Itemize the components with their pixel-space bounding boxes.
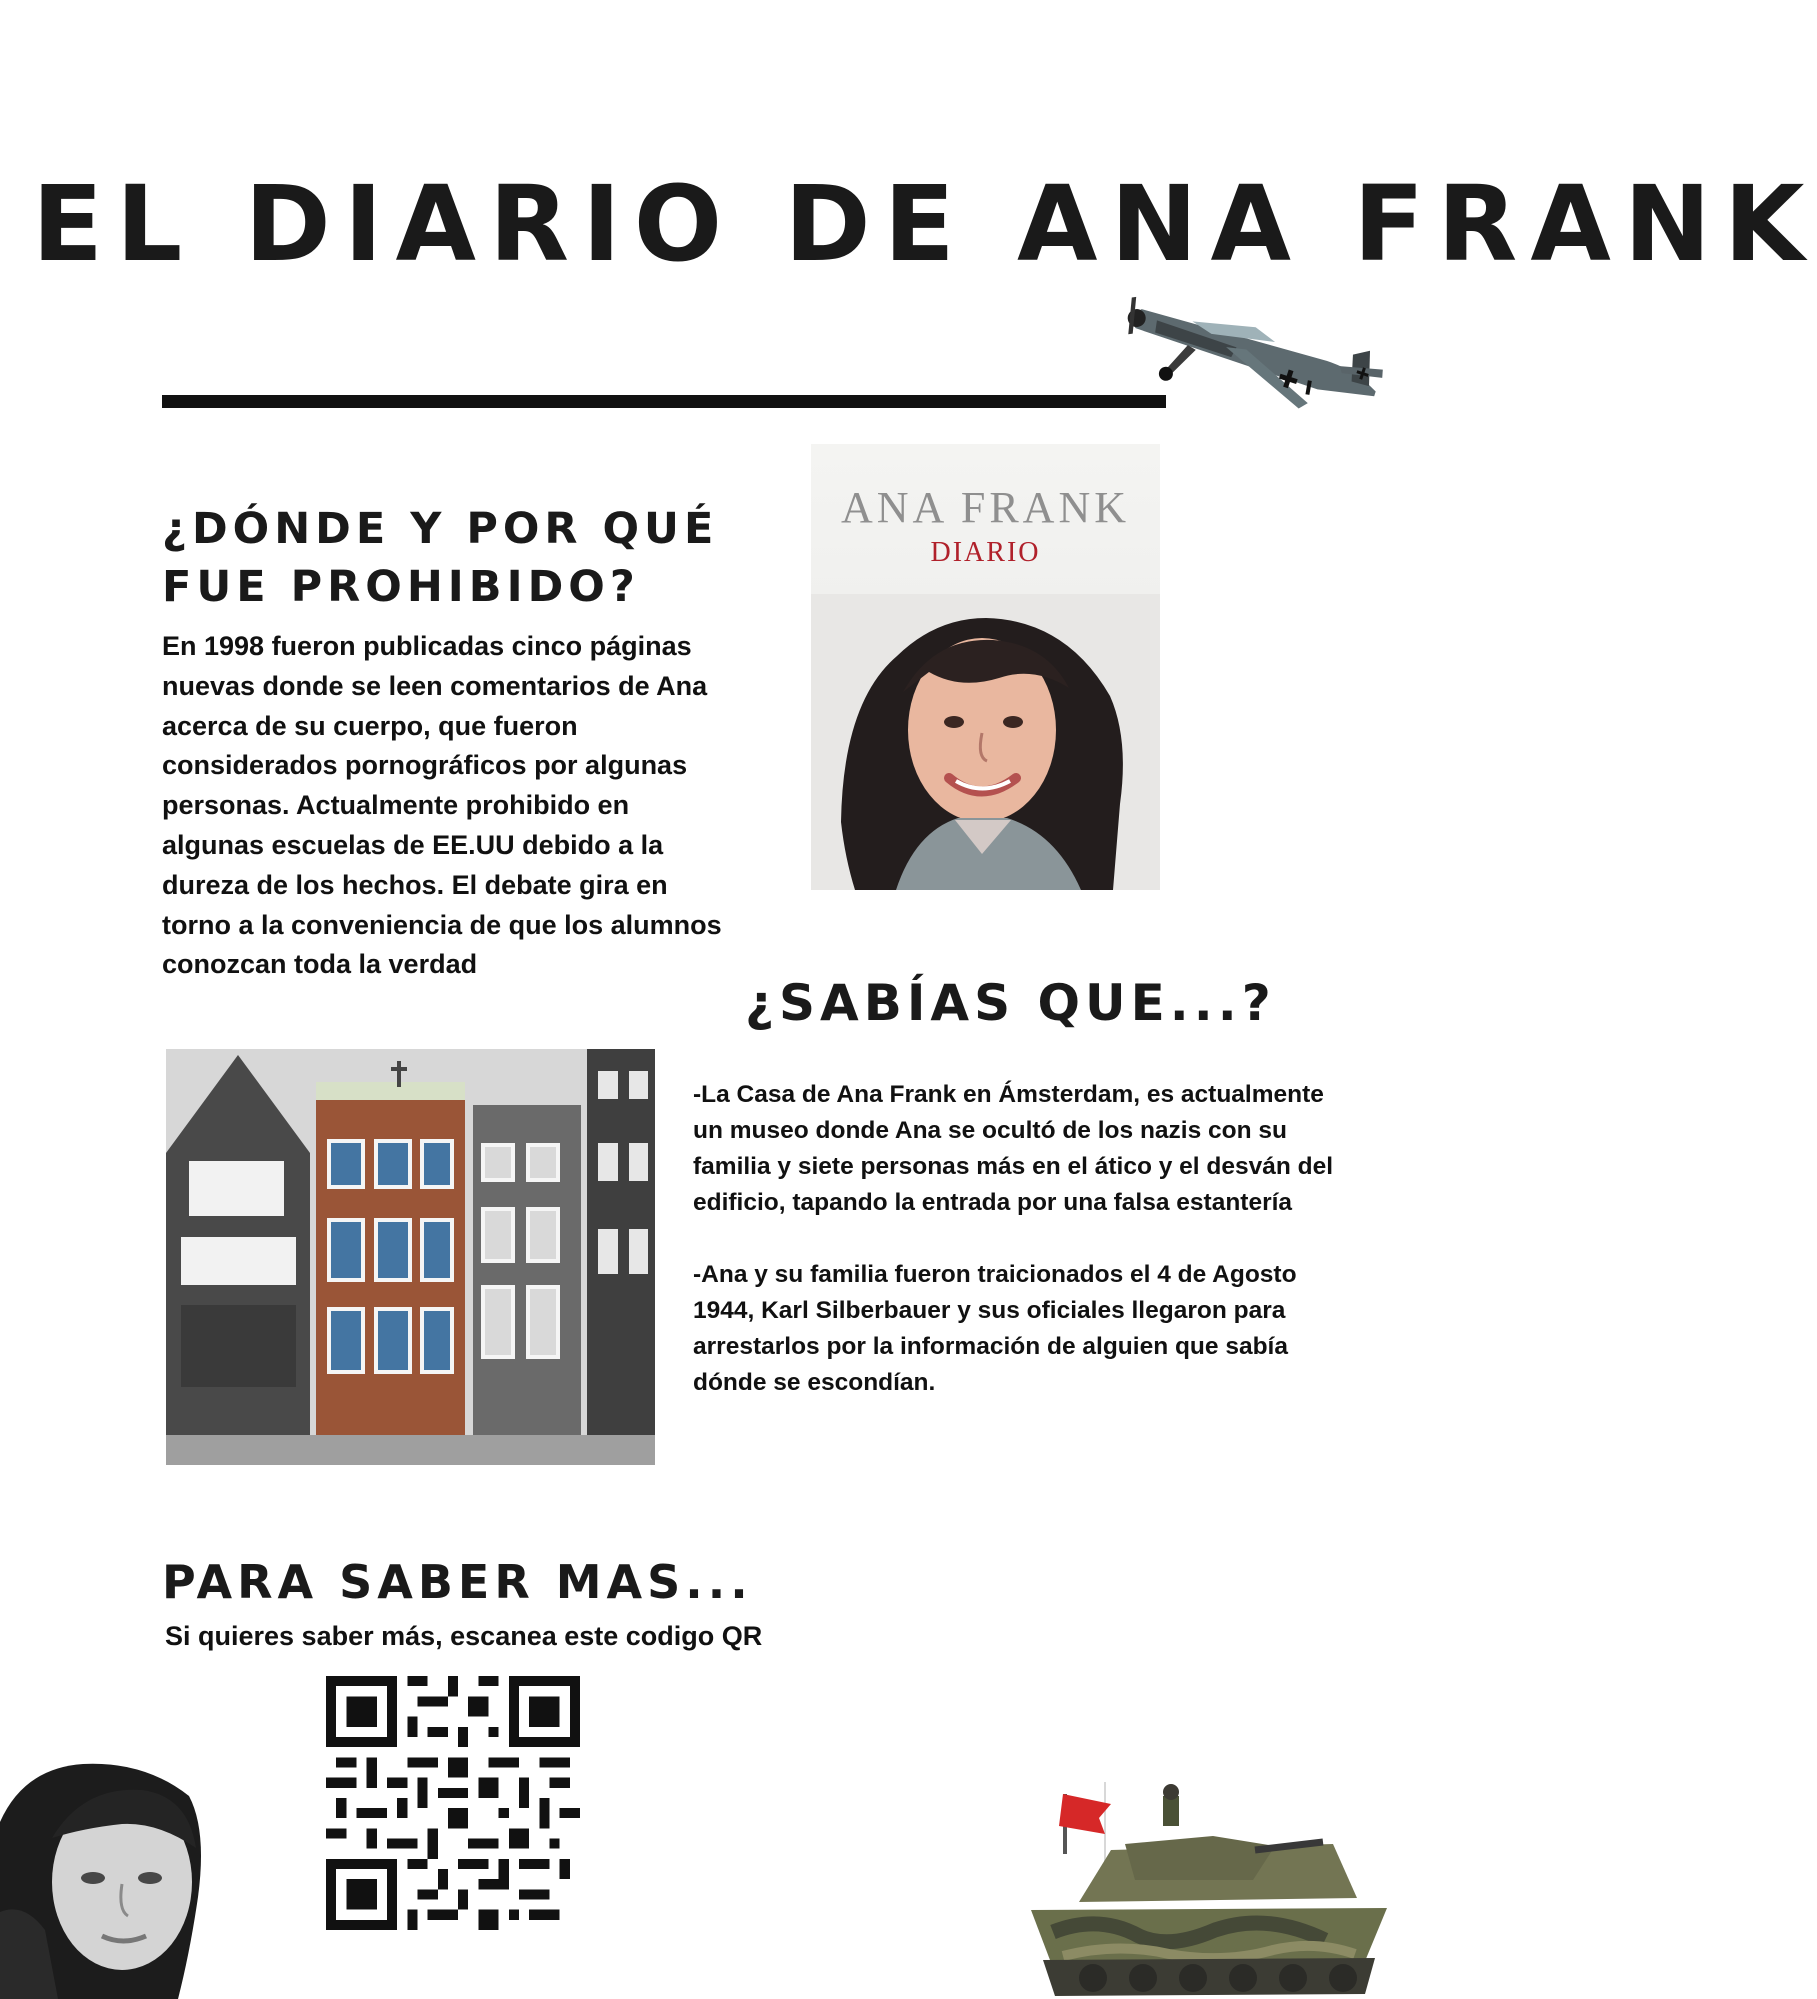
plane-icon [1115, 286, 1405, 426]
section-sabias-facts [693, 1077, 1343, 1401]
section-donde-body: En 1998 fueron publicadas cinco páginas nuevas donde se leen comentarios de Ana acerca de su cuerpo, que fueron considerados pornográficos por algunas personas. Actualmente prohibido en algunas escuelas de EE.UU debido a la dureza de los hechos. El debate gira en torno a la conveniencia de que los alumnos conozcan toda la verdad [162, 631, 722, 980]
anne-frank-portrait-bw [0, 1752, 205, 1999]
book-cover-title: DIARIO [930, 537, 1041, 568]
fact-arrest: -Ana y su familia fueron traicionados el 4 de Agosto 1944, Karl Silberbauer y sus oficiales llegaron para arrestarlos por la información de alguien que sabía dónde se escondían. [693, 1261, 1297, 1396]
title-divider [162, 395, 1166, 408]
tank-icon [1005, 1782, 1400, 1999]
book-cover-author: ANA FRANK [840, 483, 1131, 532]
section-sabias-heading: ¿SABÍAS QUE...? [745, 974, 1276, 1032]
book-cover [811, 444, 1160, 890]
book-cover-portrait [811, 594, 1160, 890]
section-saber-heading: PARA SABER MAS... [162, 1555, 753, 1609]
qr-code-icon[interactable] [326, 1676, 580, 1930]
section-donde-heading: ¿DÓNDE Y POR QUÉ FUE PROHIBIDO? [162, 504, 719, 612]
fact-anne-frank-house: -La Casa de Ana Frank en Ámsterdam, es actualmente un museo donde Ana se ocultó de los nazis con su familia y siete personas más en el ático y el desván del edificio, tapando la entrada por una falsa estantería [693, 1081, 1334, 1216]
section-saber-body: Si quieres saber más, escanea este codigo QR [165, 1621, 763, 1651]
anne-frank-house-photo [166, 1049, 655, 1465]
poster-title: EL DIARIO DE ANA FRANK [32, 163, 1817, 285]
